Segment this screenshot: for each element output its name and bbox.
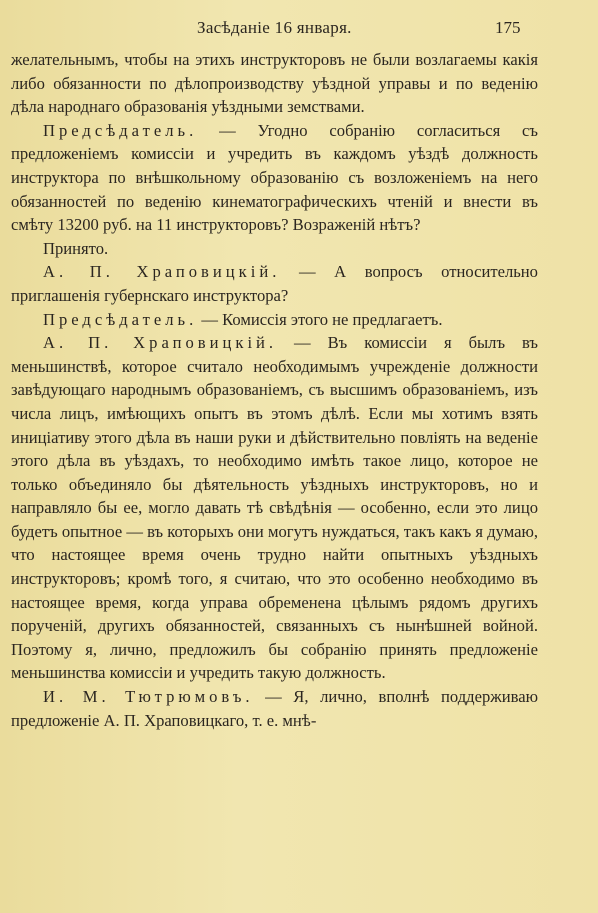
page-header	[11, 18, 538, 48]
paragraph	[11, 119, 538, 237]
speaker-name: Предсѣдатель.	[43, 309, 198, 329]
paragraph	[11, 48, 538, 119]
paragraph-text: — Я, лично, вполнѣ поддерживаю предложеніе А. П. Храповицкаго, т. е. мнѣ-	[11, 687, 538, 730]
speaker-name: Предсѣдатель.	[43, 120, 198, 140]
paragraph	[11, 685, 538, 732]
speaker-name: И. М. Тютрюмовъ.	[43, 687, 254, 707]
paragraph-text: — Угодно собранію согласиться съ предложеніемъ комиссіи и учредить въ каждомъ уѣздѣ должность инструктора по внѣшкольному образованію съ возложеніемъ на него обязанностей по веденію кинематографическихъ чтеній и внести въ смѣту 13200 руб. на 11 инструкторовъ? Возраженій нѣтъ?	[11, 120, 538, 235]
paragraph	[11, 331, 538, 685]
paragraph-text: — Комиссія этого не предлагаетъ.	[197, 309, 443, 329]
paragraph	[11, 260, 538, 307]
paragraph-text: Принято.	[43, 238, 109, 258]
running-title: Засѣданіе 16 января.	[197, 18, 352, 37]
paragraph-text: — Въ комиссіи я былъ въ меньшинствѣ, которое считало необходимымъ учрежденіе должности завѣдующаго народнымъ образованіемъ, съ высшимъ образованіемъ, изъ числа лицъ, имѣющихъ опытъ въ этомъ дѣлѣ. Если мы хотимъ взять иниціативу этого дѣла въ наши руки и дѣйствительно повліять на веденіе этого дѣла въ уѣздахъ, то необходимо имѣть такое лицо, которое не только объединяло бы дѣятельность уѣздныхъ инструкторовъ, но и направляло бы ее, могло давать тѣ свѣдѣнія — особенно, если это лицо будетъ опытное — въ которыхъ они могутъ нуждаться, такъ какъ я думаю, что настоящее время очень трудно найти опытныхъ уѣздныхъ инструкторовъ; кромѣ того, я считаю, что это особенно необходимо въ настоящее время, когда управа обременена цѣлымъ рядомъ другихъ порученій, другихъ обязанностей, связанныхъ съ нынѣшней войной. Поэтому я, лично, предложилъ бы собранію принять предложеніе меньшинства комиссіи и учредить такую должность.	[11, 333, 538, 683]
paragraph	[11, 237, 538, 261]
paragraph	[11, 308, 538, 332]
speaker-name: А. П. Храповицкій.	[43, 333, 278, 353]
paragraph-text: — А вопросъ относительно приглашенія губернскаго инструктора?	[11, 262, 538, 305]
paragraph-text: желательнымъ, чтобы на этихъ инструкторовъ не были возлагаемы какія либо обязанности по дѣлопроизводству уѣздной управы и по веденію дѣла народнаго образованія уѣздными земствами.	[11, 50, 538, 117]
page-number: 175	[495, 18, 521, 37]
speaker-name: А. П. Храповицкій.	[43, 262, 281, 282]
body-text	[11, 48, 538, 732]
